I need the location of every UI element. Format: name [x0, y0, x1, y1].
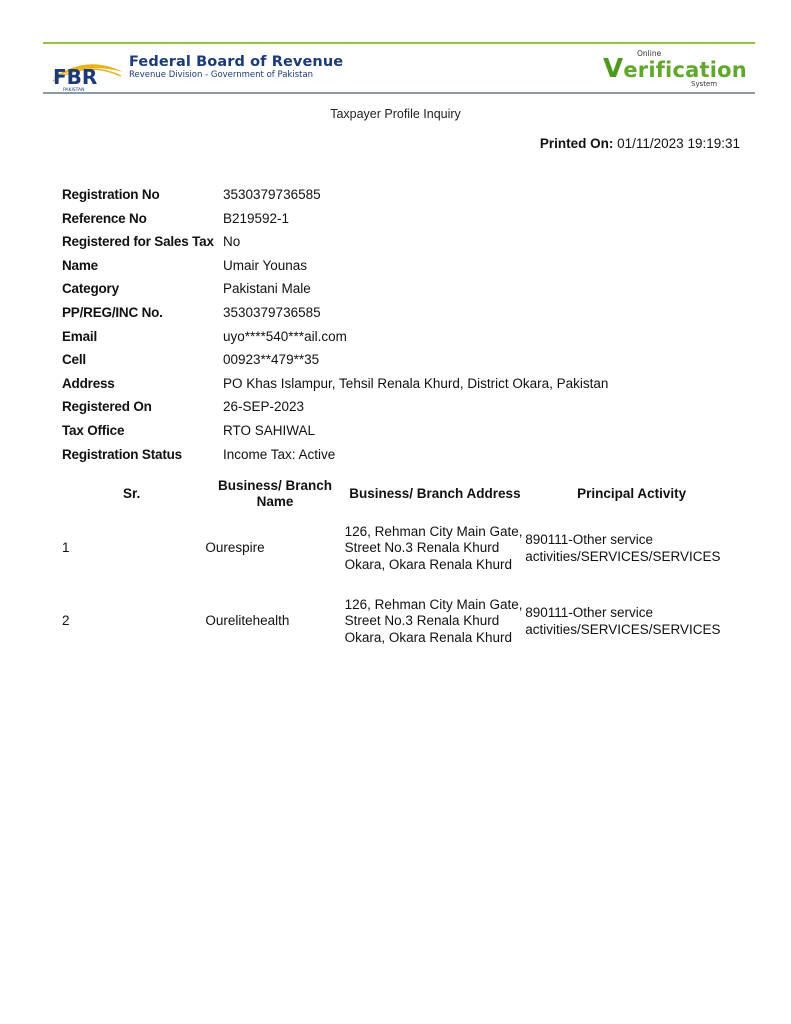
profile-value: 3530379736585 [223, 304, 321, 320]
profile-label: Category [62, 281, 119, 297]
verification-system-text: System [691, 80, 718, 88]
cell-business-name: Ourespire [205, 540, 265, 556]
profile-value: PO Khas Islampur, Tehsil Renala Khurd, District Okara, Pakistan [223, 375, 609, 391]
profile-value: 3530379736585 [223, 187, 321, 202]
cell-sr: 2 [62, 613, 70, 629]
printed-on [540, 136, 740, 151]
profile-value: 26-SEP-2023 [223, 399, 305, 415]
verification-online-text: Online [637, 49, 662, 58]
cell-sr: 1 [62, 540, 70, 556]
verification-rest: erification [623, 58, 747, 82]
column-header-sr: Sr. [123, 486, 141, 501]
verification-word [603, 54, 747, 84]
business-table [58, 476, 738, 658]
profile-label: Email [62, 328, 98, 344]
cell-business-address: 126, Rehman City Main Gate, Street No.3 Renala Khurd Okara, Okara Renala Khurd [344, 596, 523, 645]
online-verification-logo [573, 46, 747, 90]
cell-business-name: Ourelitehealth [205, 613, 290, 629]
profile-value: Pakistani Male [223, 281, 311, 297]
profile-label: Reference No [62, 210, 147, 226]
profile-value: RTO SAHIWAL [223, 422, 316, 438]
fbr-logo-text: FBR [53, 65, 98, 89]
column-header-business-address: Business/ Branch Address [349, 486, 521, 501]
printed-on-label: Printed On: [539, 136, 614, 151]
profile-label: Name [62, 257, 98, 273]
fbr-logo [47, 48, 127, 92]
profile-label: Registered for Sales Tax [62, 234, 214, 250]
organization-block [129, 54, 343, 81]
profile-value: No [223, 234, 241, 250]
profile-value: uyo****540***ail.com [223, 328, 347, 344]
verification-first-letter: V [603, 54, 624, 84]
cell-business-address: 126, Rehman City Main Gate, Street No.3 Renala Khurd Okara, Okara Renala Khurd [344, 523, 523, 572]
profile-label: Address [62, 375, 115, 391]
printed-on-value: 01/11/2023 19:19:31 [617, 136, 740, 151]
profile-value: B219592-1 [223, 210, 290, 226]
table-row [58, 585, 738, 658]
column-header-principal-activity: Principal Activity [577, 486, 687, 501]
organization-name: Federal Board of Revenue [129, 54, 344, 70]
profile-value: 00923**479**35 [223, 352, 320, 368]
table-header-row [58, 476, 738, 512]
page-title: Taxpayer Profile Inquiry [330, 107, 461, 121]
organization-subtitle: Revenue Division - Government of Pakistan [129, 70, 314, 80]
profile-label: Tax Office [62, 422, 125, 438]
table-row [58, 512, 738, 585]
profile-label: Cell [62, 352, 86, 368]
page-header [43, 42, 755, 94]
cell-principal-activity: 890111-Other service activities/SERVICES/SERVICES [525, 605, 721, 637]
profile-label: Registered On [62, 399, 152, 415]
profile-label: PP/REG/INC No. [62, 304, 163, 320]
fbr-logo-sub: PAKISTAN [63, 88, 85, 92]
cell-principal-activity: 890111-Other service activities/SERVICES/SERVICES [525, 532, 721, 564]
profile-label: Registration Status [62, 446, 182, 462]
profile-label: Registration No [62, 187, 160, 202]
column-header-business-name: Business/ Branch Name [217, 478, 333, 509]
profile-value: Income Tax: Active [223, 446, 336, 462]
profile-value: Umair Younas [223, 257, 308, 273]
